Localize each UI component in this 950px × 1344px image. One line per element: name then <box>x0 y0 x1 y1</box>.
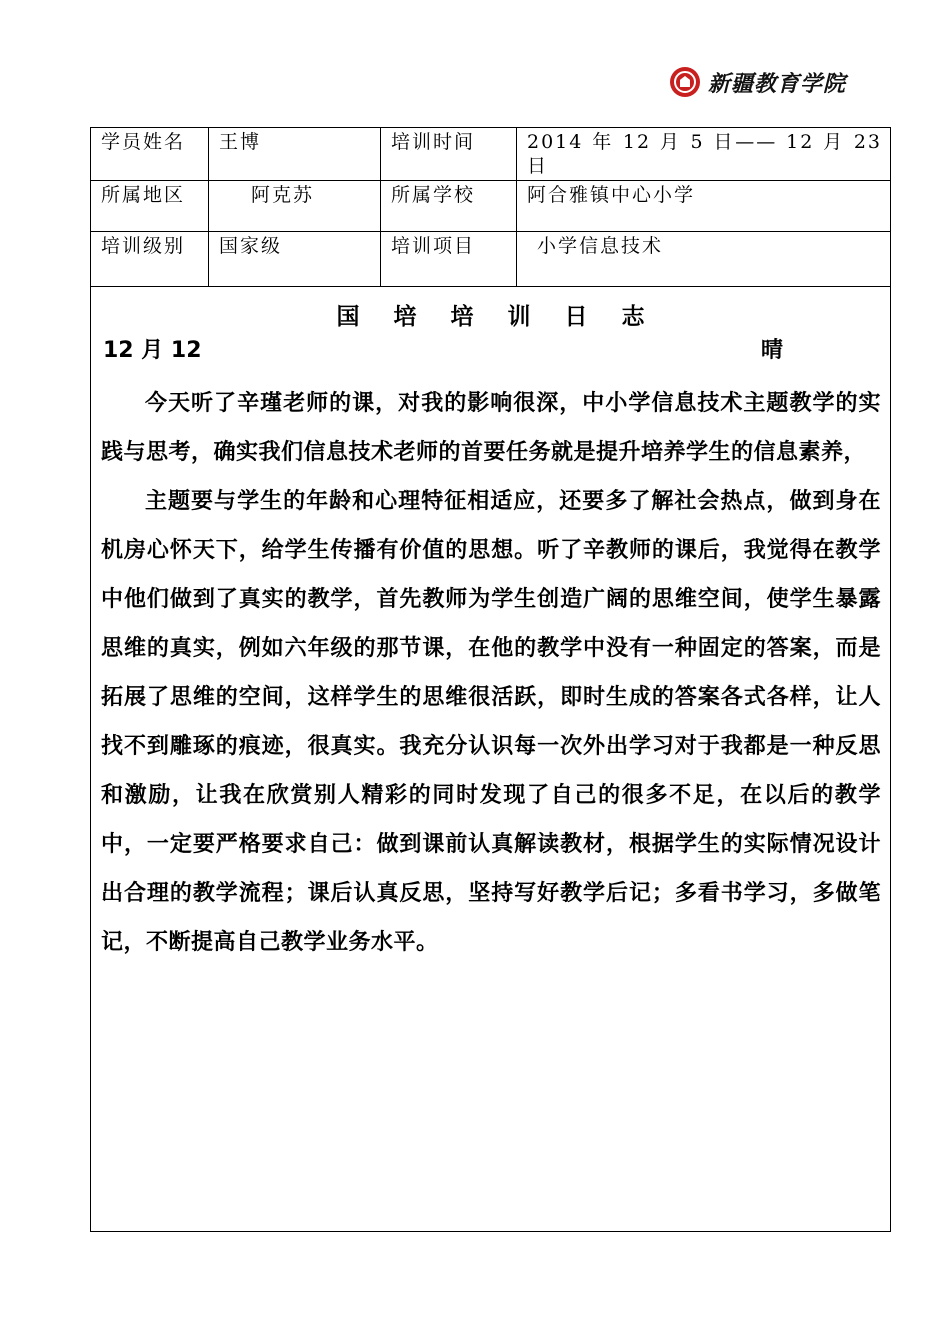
field-label-project: 培训项目 <box>381 232 517 287</box>
field-label-name: 学员姓名 <box>91 128 209 181</box>
log-body <box>101 379 881 967</box>
log-title: 国 培 培 训 日 志 <box>336 304 645 330</box>
training-log-row <box>91 287 891 1232</box>
field-value-training-time: 2014 年 12 月 5 日—— 12 月 23 日 <box>517 128 891 181</box>
log-weather: 晴 <box>761 338 784 363</box>
school-logo-text: 新疆教育学院 <box>708 70 847 97</box>
table-row <box>91 181 891 232</box>
field-label-level: 培训级别 <box>91 232 209 287</box>
field-label-training-time: 培训时间 <box>381 128 517 181</box>
table-row <box>91 232 891 287</box>
field-value-region: 阿克苏 <box>209 181 381 232</box>
school-logo <box>670 64 875 100</box>
log-date: 12 月 12 <box>103 338 202 363</box>
log-paragraph: 主题要与学生的年龄和心理特征相适应，还要多了解社会热点，做到身在机房心怀天下，给学生传播有价值的思想。听了辛教师的课后，我觉得在教学中他们做到了真实的教学，首先教师为学生创造广阔的思维空间，使学生暴露思维的真实，例如六年级的那节课，在他的教学中没有一种固定的答案，而是拓展了思维的空间，这样学生的思维很活跃，即时生成的答案各式各样，让人找不到雕琢的痕迹，很真实。我充分认识每一次外出学习对于我都是一种反思和激励，让我在欣赏别人精彩的同时发现了自己的很多不足，在以后的教学中，一定要严格要求自己：做到课前认真解读教材，根据学生的实际情况设计出合理的教学流程；课后认真反思，坚持写好教学后记；多看书学习，多做笔记，不断提高自己教学业务水平。 <box>101 489 881 955</box>
trainee-info-table <box>90 127 891 1232</box>
field-value-project: 小学信息技术 <box>517 232 891 287</box>
field-value-school: 阿合雅镇中心小学 <box>517 181 891 232</box>
log-paragraph: 今天听了辛瑾老师的课，对我的影响很深，中小学信息技术主题教学的实践与思考，确实我们信息技术老师的首要任务就是提升培养学生的信息素养， <box>101 391 881 465</box>
field-value-name: 王博 <box>209 128 381 181</box>
school-seal-icon <box>670 67 700 97</box>
table-row <box>91 128 891 181</box>
field-value-level: 国家级 <box>209 232 381 287</box>
field-label-region: 所属地区 <box>91 181 209 232</box>
training-log-cell <box>91 287 891 1232</box>
field-label-school: 所属学校 <box>381 181 517 232</box>
